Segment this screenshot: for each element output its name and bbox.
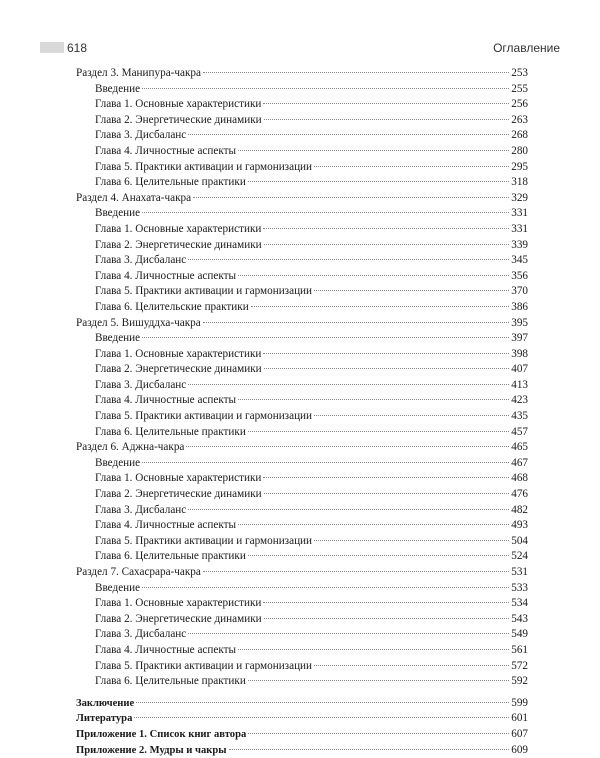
toc-entry-page: 457 <box>511 425 528 438</box>
toc-entry-page: 331 <box>511 222 528 235</box>
toc-entry-page: 599 <box>511 696 528 709</box>
toc-entry-page: 465 <box>511 441 528 454</box>
toc-entry-page: 268 <box>511 129 528 142</box>
toc-entry-label: Раздел 6. Аджна-чакра <box>76 441 185 454</box>
toc-entry-label: Глава 5. Практики активации и гармонизации <box>95 160 313 173</box>
toc-entry[interactable] <box>76 743 528 758</box>
toc-entry[interactable] <box>76 696 528 712</box>
dot-leader <box>264 618 510 619</box>
toc-entry-page: 339 <box>511 238 528 251</box>
toc-entry-label: Глава 3. Дисбаланс <box>95 628 187 641</box>
toc-entry-page: 609 <box>511 743 528 756</box>
toc-entry-page: 549 <box>511 628 528 641</box>
toc-entry-label: Глава 3. Дисбаланс <box>95 129 187 142</box>
toc-entry-page: 395 <box>511 316 528 329</box>
toc-entry-page: 468 <box>511 472 528 485</box>
toc-entry-label: Введение <box>95 82 141 95</box>
toc-entry-label: Глава 3. Дисбаланс <box>95 503 187 516</box>
toc-entry[interactable] <box>76 711 528 727</box>
toc-entry[interactable] <box>76 471 528 487</box>
toc-entry-label: Глава 1. Основные характеристики <box>95 472 262 485</box>
toc-entry-label: Глава 1. Основные характеристики <box>95 222 262 235</box>
toc-entry-label: Раздел 7. Сахасрара-чакра <box>76 566 201 578</box>
toc-entry[interactable] <box>76 627 528 643</box>
dot-leader <box>142 88 509 89</box>
toc-entry[interactable] <box>76 674 528 690</box>
dot-leader <box>264 244 510 245</box>
toc-entry-page: 607 <box>511 727 528 740</box>
toc-entry[interactable] <box>76 612 528 628</box>
dot-leader <box>238 524 509 525</box>
toc-entry-page: 413 <box>511 378 528 391</box>
toc-entry-label: Глава 4. Личностные аспекты <box>95 394 237 407</box>
toc-entry-page: 601 <box>511 712 528 725</box>
toc-entry[interactable] <box>76 222 528 238</box>
toc-entry-page: 318 <box>511 176 528 189</box>
toc-entry[interactable] <box>76 144 528 160</box>
toc-entry[interactable] <box>76 269 528 285</box>
dot-leader <box>263 602 509 603</box>
toc-entry[interactable] <box>76 362 528 378</box>
toc-entry-page: 345 <box>511 254 528 267</box>
dot-leader <box>248 431 509 432</box>
toc-entry-label: Глава 5. Практики активации и гармонизации <box>95 410 313 423</box>
toc-entry-label: Глава 5. Практики активации и гармонизации <box>95 534 313 547</box>
dot-leader <box>264 119 510 120</box>
toc-entry-page: 280 <box>511 144 528 157</box>
toc-entry-label: Глава 6. Целительские практики <box>95 300 249 313</box>
toc-entry-page: 329 <box>511 191 528 204</box>
toc-entry-page: 331 <box>511 207 528 220</box>
toc-entry-label: Глава 6. Целительные практики <box>95 675 246 688</box>
dot-leader <box>248 555 509 556</box>
toc-entry[interactable] <box>76 727 528 743</box>
toc-entry[interactable] <box>76 549 528 565</box>
toc-entry-label: Глава 4. Личностные аспекты <box>95 269 237 282</box>
dot-leader <box>314 540 509 541</box>
toc-entry-label: Введение <box>95 207 141 220</box>
toc-entry[interactable] <box>76 409 528 425</box>
toc-entry[interactable] <box>76 534 528 550</box>
toc-entry-page: 504 <box>511 534 528 547</box>
toc-entry-label: Введение <box>95 581 141 594</box>
toc-entry[interactable] <box>76 596 528 612</box>
toc-entry-page: 524 <box>511 550 528 563</box>
dot-leader <box>314 290 509 291</box>
running-title: Оглавление <box>493 41 560 55</box>
toc-entry-page: 370 <box>511 285 528 298</box>
dot-leader <box>314 166 509 167</box>
dot-leader <box>248 733 509 734</box>
toc-entry-label: Приложение 2. Мудры и чакры <box>76 744 227 756</box>
dot-leader <box>188 259 509 260</box>
dot-leader <box>188 509 509 510</box>
toc-entry-label: Введение <box>95 332 141 345</box>
dot-leader <box>142 462 509 463</box>
dot-leader <box>142 212 509 213</box>
toc-entry[interactable] <box>76 565 528 581</box>
toc-entry-page: 482 <box>511 503 528 516</box>
dot-leader <box>314 415 509 416</box>
toc-entry-label: Литература <box>76 713 133 725</box>
page-header <box>40 41 560 57</box>
toc-entry-label: Глава 1. Основные характеристики <box>95 597 262 610</box>
toc-entry[interactable] <box>76 331 528 347</box>
toc-entry[interactable] <box>76 518 528 534</box>
toc-entry-label: Глава 3. Дисбаланс <box>95 254 187 267</box>
dot-leader <box>193 197 509 198</box>
toc-entry[interactable] <box>76 238 528 254</box>
toc-entry-page: 467 <box>511 456 528 469</box>
toc-entry[interactable] <box>76 300 528 316</box>
dot-leader <box>238 275 509 276</box>
toc-entry-label: Раздел 3. Манипура-чакра <box>76 67 201 79</box>
toc-entry-label: Глава 1. Основные характеристики <box>95 98 262 111</box>
dot-leader <box>263 477 509 478</box>
page-number: 618 <box>67 41 88 55</box>
toc-entry[interactable] <box>76 253 528 269</box>
dot-leader <box>248 181 509 182</box>
toc-entry-label: Глава 6. Целительные практики <box>95 176 246 189</box>
dot-leader <box>238 150 509 151</box>
toc-entry-page: 253 <box>511 67 528 79</box>
toc-entry-label: Глава 5. Практики активации и гармонизации <box>95 659 313 672</box>
toc-entry-label: Введение <box>95 456 141 469</box>
toc-entry-page: 263 <box>511 113 528 126</box>
dot-leader <box>188 633 509 634</box>
dot-leader <box>263 353 509 354</box>
toc-entry-label: Глава 5. Практики активации и гармонизации <box>95 285 313 298</box>
toc-entry-page: 435 <box>511 410 528 423</box>
dot-leader <box>142 587 509 588</box>
toc-entry-label: Глава 4. Личностные аспекты <box>95 519 237 532</box>
dot-leader <box>134 717 509 718</box>
toc-entry-label: Раздел 5. Вишуддха-чакра <box>76 316 201 329</box>
toc-entry-page: 534 <box>511 597 528 610</box>
dot-leader <box>263 228 509 229</box>
toc-entry[interactable] <box>76 487 528 503</box>
dot-leader <box>264 493 510 494</box>
toc-entry-page: 407 <box>511 363 528 376</box>
toc-entry-page: 531 <box>511 566 528 578</box>
dot-leader <box>136 702 509 703</box>
toc-entry-page: 397 <box>511 332 528 345</box>
toc-entry-label: Глава 3. Дисбаланс <box>95 378 187 391</box>
toc-entry-label: Глава 4. Личностные аспекты <box>95 144 237 157</box>
toc-entry-page: 533 <box>511 581 528 594</box>
toc-entry[interactable] <box>76 643 528 659</box>
toc-entry-label: Заключение <box>76 697 135 709</box>
toc-entry[interactable] <box>76 97 528 113</box>
toc-entry[interactable] <box>76 191 528 207</box>
toc-entry-label: Глава 2. Энергетические динамики <box>95 488 262 501</box>
table-of-contents <box>76 66 528 758</box>
toc-entry[interactable] <box>76 581 528 597</box>
dot-leader <box>248 680 509 681</box>
toc-entry-label: Глава 2. Энергетические динамики <box>95 113 262 126</box>
toc-entry-label: Раздел 4. Анахата-чакра <box>76 191 192 204</box>
dot-leader <box>264 368 510 369</box>
toc-entry-page: 398 <box>511 347 528 360</box>
dot-leader <box>186 446 509 447</box>
dot-leader <box>142 337 509 338</box>
toc-entry-page: 493 <box>511 519 528 532</box>
toc-entry[interactable] <box>76 66 528 82</box>
toc-entry-label: Приложение 1. Список книг автора <box>76 728 247 740</box>
toc-entry-page: 476 <box>511 488 528 501</box>
toc-entry-label: Глава 2. Энергетические динамики <box>95 363 262 376</box>
dot-leader <box>251 306 510 307</box>
toc-entry[interactable] <box>76 206 528 222</box>
toc-entry[interactable] <box>76 659 528 675</box>
dot-leader <box>229 749 510 750</box>
dot-leader <box>238 399 509 400</box>
toc-entry[interactable] <box>76 113 528 129</box>
toc-entry-label: Глава 1. Основные характеристики <box>95 347 262 360</box>
toc-entry-page: 386 <box>511 300 528 313</box>
dot-leader <box>188 134 509 135</box>
dot-leader <box>238 649 509 650</box>
toc-entry[interactable] <box>76 316 528 332</box>
toc-entry[interactable] <box>76 425 528 441</box>
toc-entry[interactable] <box>76 393 528 409</box>
toc-entry-page: 356 <box>511 269 528 282</box>
toc-entry-label: Глава 4. Личностные аспекты <box>95 643 237 656</box>
toc-entry-page: 592 <box>511 675 528 688</box>
toc-entry-page: 255 <box>511 82 528 95</box>
dot-leader <box>203 322 510 323</box>
toc-entry[interactable] <box>76 456 528 472</box>
header-marker <box>40 42 64 53</box>
toc-entry-page: 295 <box>511 160 528 173</box>
dot-leader <box>314 665 509 666</box>
dot-leader <box>263 103 509 104</box>
toc-entry-label: Глава 6. Целительные практики <box>95 550 246 563</box>
toc-entry[interactable] <box>76 378 528 394</box>
toc-entry[interactable] <box>76 82 528 98</box>
toc-entry[interactable] <box>76 128 528 144</box>
toc-entry[interactable] <box>76 284 528 300</box>
toc-entry[interactable] <box>76 503 528 519</box>
toc-entry[interactable] <box>76 175 528 191</box>
dot-leader <box>203 72 509 73</box>
toc-entry[interactable] <box>76 440 528 456</box>
dot-leader <box>188 384 509 385</box>
toc-entry-label: Глава 2. Энергетические динамики <box>95 612 262 625</box>
toc-entry-label: Глава 2. Энергетические динамики <box>95 238 262 251</box>
toc-entry-page: 423 <box>511 394 528 407</box>
toc-entry-page: 256 <box>511 98 528 111</box>
toc-entry-page: 543 <box>511 612 528 625</box>
toc-entry-page: 561 <box>511 643 528 656</box>
dot-leader <box>203 571 509 572</box>
toc-entry[interactable] <box>76 160 528 176</box>
toc-entry-label: Глава 6. Целительные практики <box>95 425 246 438</box>
toc-entry-page: 572 <box>511 659 528 672</box>
toc-entry[interactable] <box>76 347 528 363</box>
